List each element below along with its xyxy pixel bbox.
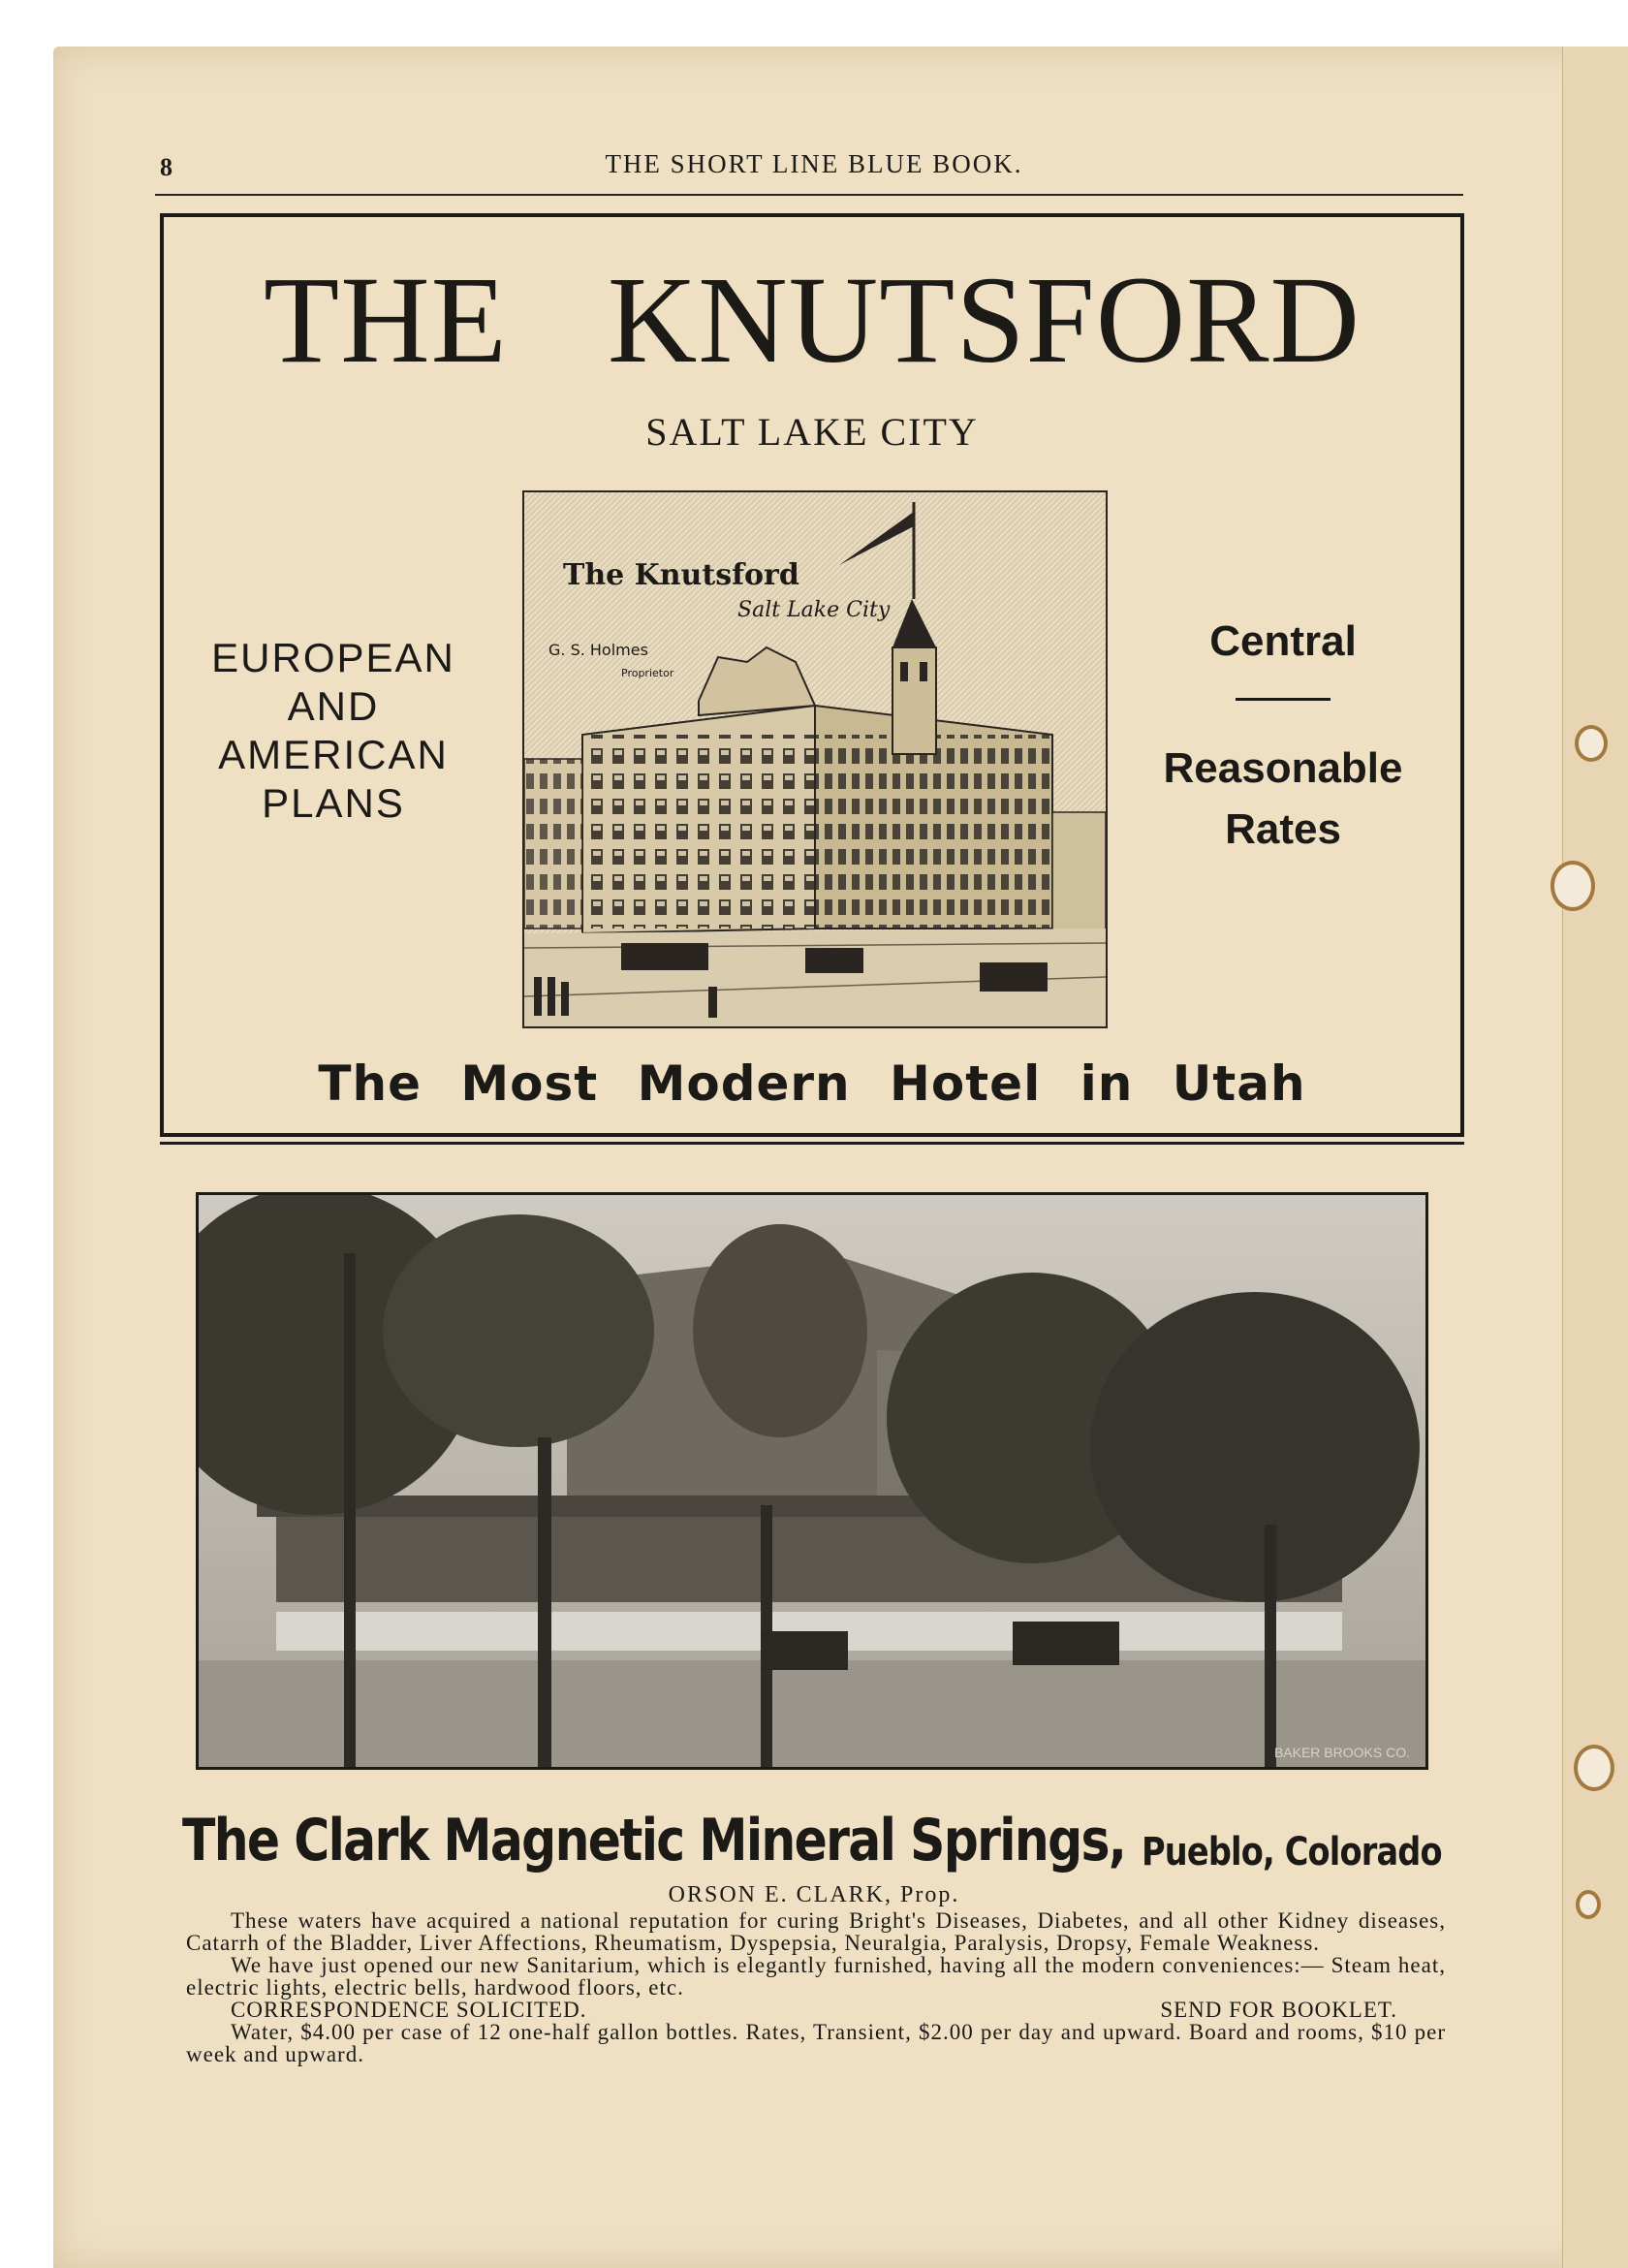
correspondence-note: CORRESPONDENCE SOLICITED. bbox=[231, 1998, 587, 2022]
hotel-city: SALT LAKE CITY bbox=[645, 410, 979, 454]
plans-text bbox=[183, 634, 484, 828]
engraving-text: Salt Lake City bbox=[737, 598, 891, 622]
running-header: THE SHORT LINE BLUE BOOK. bbox=[605, 149, 1023, 178]
engraving-text: Proprietor bbox=[621, 667, 674, 679]
hotel-tagline: The Most Modern Hotel in Utah bbox=[318, 1055, 1306, 1112]
next-page-edge bbox=[1562, 47, 1628, 2268]
springs-location: Pueblo, Colorado bbox=[1142, 1830, 1442, 1874]
engraving-text: The Knutsford bbox=[563, 558, 799, 592]
rates-paragraph: Water, $4.00 per case of 12 one-half gallon bottles. Rates, Transient, $2.00 per day and upward. Board and rooms, $10 per week and upward. bbox=[186, 2020, 1446, 2066]
photo-credit: BAKER BROOKS CO. bbox=[1273, 1745, 1410, 1760]
knutsford-advertisement bbox=[160, 213, 1464, 1137]
description-paragraph: These waters have acquired a national reputation for curing Bright's Diseases, Diabetes, and all other Kidney diseases, Catarrh of the Bladder, Liver Affections, Rheumatism, Dyspepsia, Neuralgia, Paralysis, Dropsy, Female Weakness. bbox=[186, 1908, 1446, 1955]
booklet-note: SEND FOR BOOKLET. bbox=[1160, 1998, 1397, 2022]
box-double-rule bbox=[160, 1142, 1464, 1145]
sanitarium-building-image bbox=[199, 1195, 1425, 1767]
contact-row bbox=[186, 1999, 1446, 2021]
rates-text bbox=[1133, 605, 1433, 854]
description-paragraph: We have just opened our new Sanitarium, which is elegantly furnished, having all the modern conveniences:— Steam heat, electric lights, electric bells, hardwood floors, etc. bbox=[186, 1953, 1446, 2000]
springs-description bbox=[186, 1909, 1446, 2065]
page-number: 8 bbox=[160, 153, 172, 181]
engraving-text: G. S. Holmes bbox=[548, 641, 648, 659]
plans-line: AND bbox=[287, 683, 380, 729]
rates-line: Rates bbox=[1225, 805, 1341, 853]
divider bbox=[1236, 698, 1331, 701]
binding-hole bbox=[1575, 725, 1608, 762]
central-label: Central bbox=[1209, 617, 1357, 665]
binding-hole bbox=[1574, 1745, 1614, 1791]
plans-line: PLANS bbox=[262, 780, 405, 826]
sanitarium-photo bbox=[196, 1192, 1428, 1770]
proprietor-line: ORSON E. CLARK, Prop. bbox=[668, 1882, 960, 1907]
hotel-name: THE KNUTSFORD bbox=[264, 251, 1361, 389]
hotel-building-illustration bbox=[524, 492, 1106, 1026]
hotel-engraving bbox=[522, 490, 1108, 1028]
plans-line: EUROPEAN bbox=[211, 635, 455, 680]
header-rule bbox=[155, 194, 1463, 196]
binding-hole bbox=[1550, 861, 1595, 911]
rates-line: Reasonable bbox=[1163, 744, 1403, 792]
plans-line: AMERICAN bbox=[218, 732, 449, 777]
springs-title: The Clark Magnetic Mineral Springs, bbox=[182, 1807, 1126, 1874]
